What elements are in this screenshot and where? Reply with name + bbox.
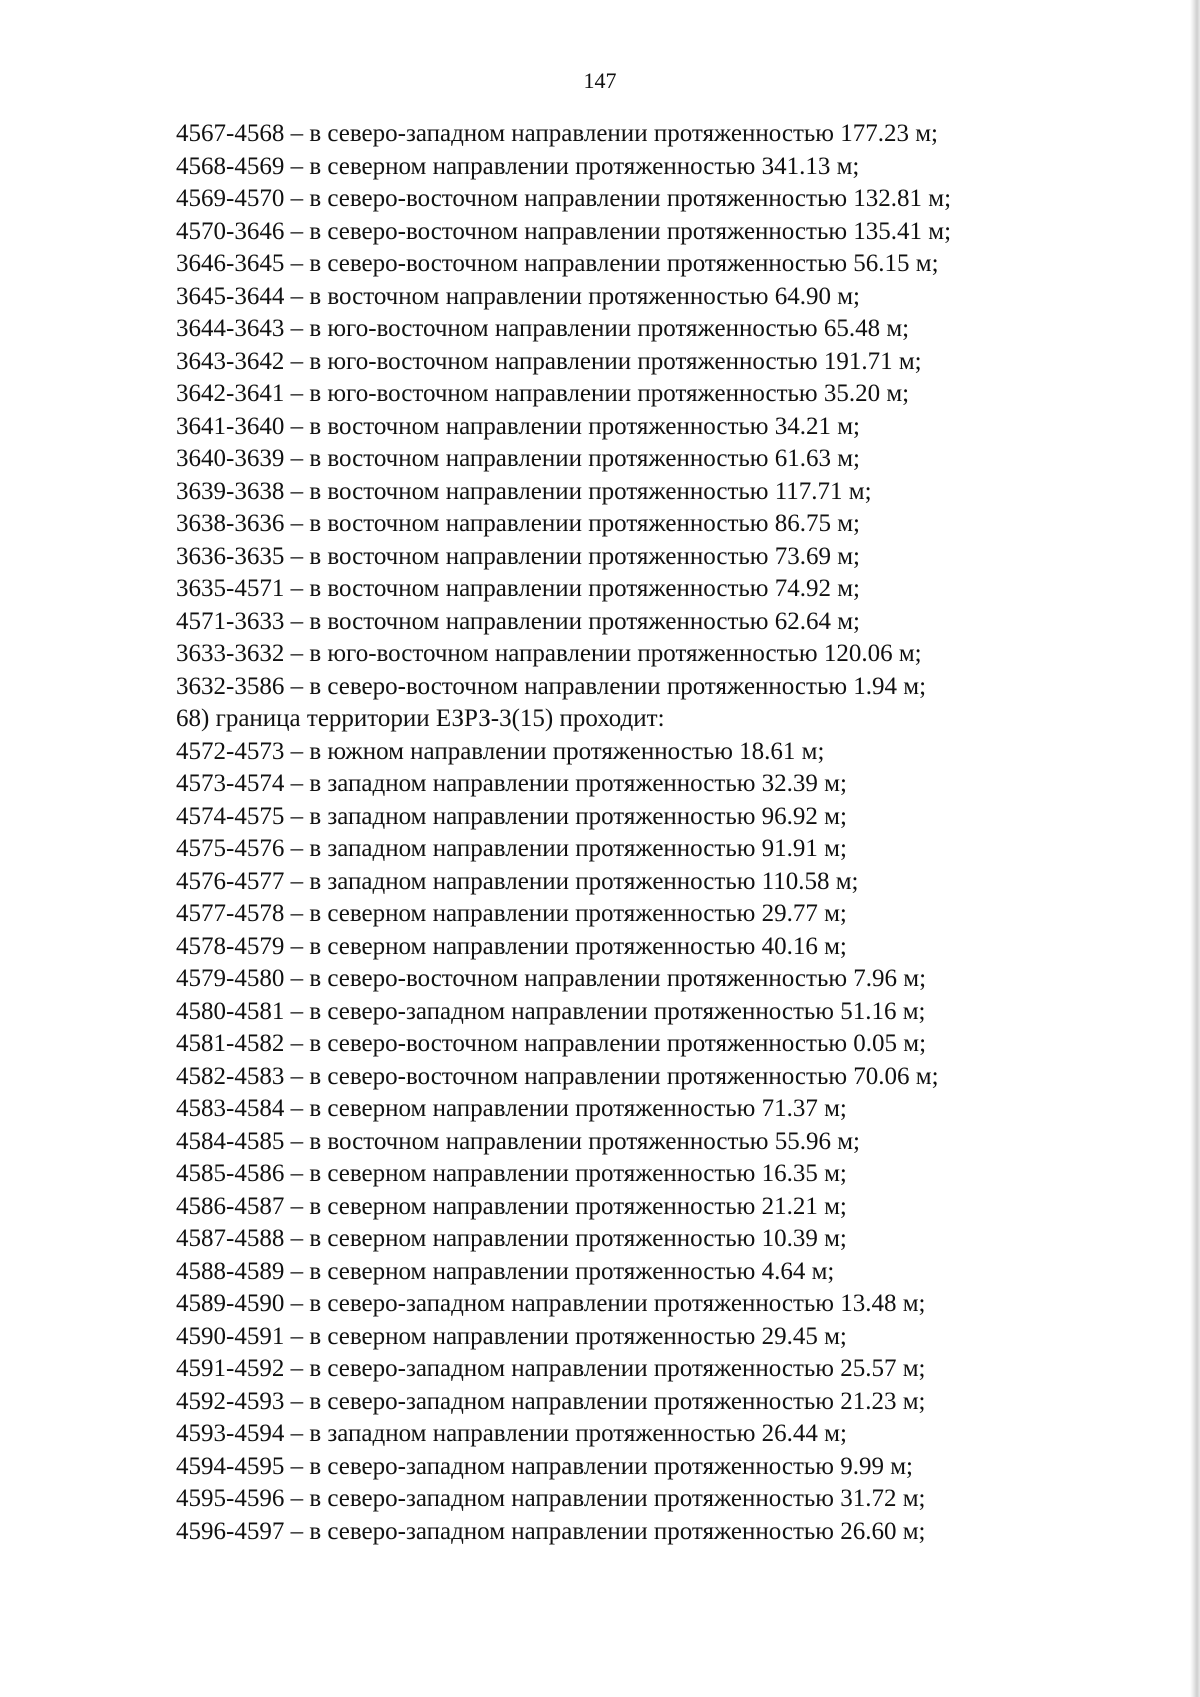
- boundary-line: 4575-4576 – в западном направлении протяженностью 91.91 м;: [176, 835, 847, 862]
- boundary-line: 4567-4568 – в северо-западном направлении протяженностью 177.23 м;: [176, 120, 938, 147]
- boundary-line: 3644-3643 – в юго-восточном направлении протяженностью 65.48 м;: [176, 315, 910, 342]
- boundary-line: 4577-4578 – в северном направлении протяженностью 29.77 м;: [176, 900, 847, 927]
- boundary-line: 3640-3639 – в восточном направлении протяженностью 61.63 м;: [176, 445, 860, 472]
- boundary-line: 4587-4588 – в северном направлении протяженностью 10.39 м;: [176, 1225, 847, 1252]
- boundary-line: 4573-4574 – в западном направлении протяженностью 32.39 м;: [176, 770, 847, 797]
- boundary-line: 4570-3646 – в северо-восточном направлении протяженностью 135.41 м;: [176, 217, 952, 245]
- boundary-line: 3645-3644 – в восточном направлении протяженностью 64.90 м;: [176, 282, 860, 310]
- boundary-line: 4584-4585 – в восточном направлении протяженностью 55.96 м;: [176, 1127, 860, 1155]
- scan-edge-shadow: [1190, 0, 1200, 1697]
- boundary-line: 3635-4571 – в восточном направлении протяженностью 74.92 м;: [176, 575, 860, 602]
- boundary-line: 3643-3642 – в юго-восточном направлении протяженностью 191.71 м;: [176, 347, 922, 375]
- boundary-line: 3636-3635 – в восточном направлении протяженностью 73.69 м;: [176, 542, 860, 570]
- boundary-line: 4586-4587 – в северном направлении протяженностью 21.21 м;: [176, 1192, 847, 1220]
- boundary-line: 4596-4597 – в северо-западном направлении протяженностью 26.60 м;: [176, 1517, 926, 1545]
- boundary-line: 4589-4590 – в северо-западном направлении протяженностью 13.48 м;: [176, 1290, 926, 1317]
- boundary-line: 3646-3645 – в северо-восточном направлении протяженностью 56.15 м;: [176, 250, 939, 277]
- boundary-line: 3632-3586 – в северо-восточном направлении протяженностью 1.94 м;: [176, 672, 927, 700]
- boundary-line: 4583-4584 – в северном направлении протяженностью 71.37 м;: [176, 1095, 847, 1122]
- boundary-line: 4592-4593 – в северо-западном направлении протяженностью 21.23 м;: [176, 1387, 926, 1415]
- boundary-line: 4569-4570 – в северо-восточном направлении протяженностью 132.81 м;: [176, 185, 952, 212]
- boundary-line: 4593-4594 – в западном направлении протяженностью 26.44 м;: [176, 1420, 847, 1447]
- boundary-line: 4580-4581 – в северо-западном направлении протяженностью 51.16 м;: [176, 997, 926, 1025]
- boundary-line: 3641-3640 – в восточном направлении протяженностью 34.21 м;: [176, 412, 860, 440]
- boundary-line: 4591-4592 – в северо-западном направлении протяженностью 25.57 м;: [176, 1355, 926, 1382]
- boundary-line: 4585-4586 – в северном направлении протяженностью 16.35 м;: [176, 1160, 847, 1187]
- boundary-line: 4576-4577 – в западном направлении протяженностью 110.58 м;: [176, 867, 859, 895]
- boundary-line: 3638-3636 – в восточном направлении протяженностью 86.75 м;: [176, 510, 860, 537]
- boundary-line: 4588-4589 – в северном направлении протяженностью 4.64 м;: [176, 1257, 835, 1285]
- boundary-line: 4590-4591 – в северном направлении протяженностью 29.45 м;: [176, 1322, 847, 1350]
- boundary-line: 4572-4573 – в южном направлении протяженностью 18.61 м;: [176, 737, 825, 765]
- page-number: 147: [583, 68, 617, 93]
- boundary-line: 4579-4580 – в северо-восточном направлении протяженностью 7.96 м;: [176, 965, 927, 992]
- boundary-line: 3642-3641 – в юго-восточном направлении протяженностью 35.20 м;: [176, 380, 910, 407]
- boundary-line: 4578-4579 – в северном направлении протяженностью 40.16 м;: [176, 932, 847, 960]
- boundary-line: 4581-4582 – в северо-восточном направлении протяженностью 0.05 м;: [176, 1030, 927, 1057]
- boundary-line: 4568-4569 – в северном направлении протяженностью 341.13 м;: [176, 152, 860, 180]
- boundary-line: 3639-3638 – в восточном направлении протяженностью 117.71 м;: [176, 477, 872, 505]
- boundary-line: 4595-4596 – в северо-западном направлении протяженностью 31.72 м;: [176, 1485, 926, 1512]
- boundary-line: 4571-3633 – в восточном направлении протяженностью 62.64 м;: [176, 607, 860, 635]
- boundary-line: 3633-3632 – в юго-восточном направлении протяженностью 120.06 м;: [176, 640, 922, 667]
- boundary-list: [176, 118, 1076, 1548]
- boundary-line: 4594-4595 – в северо-западном направлении протяженностью 9.99 м;: [176, 1452, 913, 1480]
- section-heading: 68) граница территории ЕЗРЗ-3(15) проходит:: [176, 705, 665, 732]
- boundary-line: 4582-4583 – в северо-восточном направлении протяженностью 70.06 м;: [176, 1062, 939, 1090]
- boundary-line: 4574-4575 – в западном направлении протяженностью 96.92 м;: [176, 802, 847, 830]
